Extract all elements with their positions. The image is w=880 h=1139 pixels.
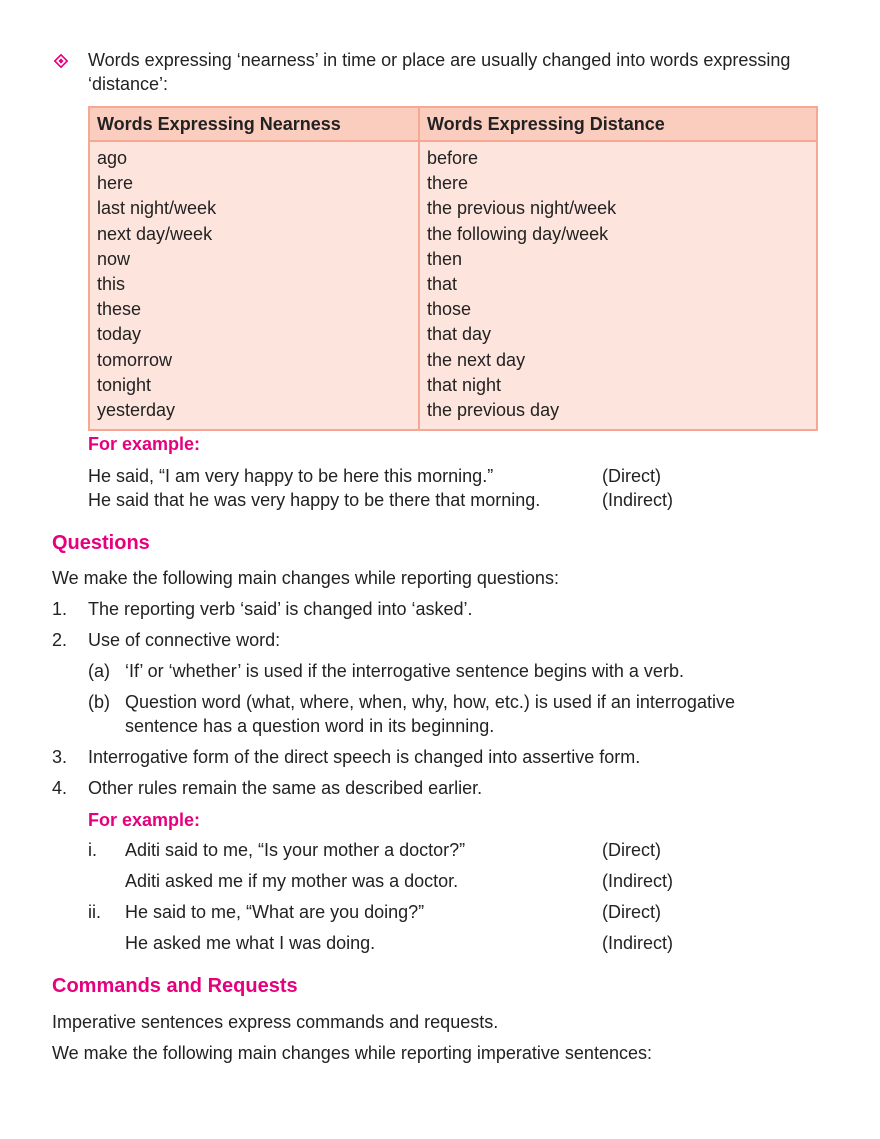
table-row: [89, 141, 817, 430]
example-number: ii.: [88, 902, 101, 922]
commands-line-2: We make the following main changes while reporting imperative sentences:: [52, 1043, 652, 1063]
list-item: these: [97, 299, 142, 320]
subitem-label: (b): [88, 692, 110, 712]
item-text: Interrogative form of the direct speech is changed into assertive form.: [88, 747, 641, 767]
list-item: the previous night/week: [427, 198, 617, 219]
list-item: that: [427, 273, 458, 294]
list-item: last night/week: [97, 198, 217, 219]
nearness-column: [89, 141, 419, 430]
list-item: then: [427, 248, 463, 269]
example-indirect-sentence: He said that he was very happy to be there that morning.: [88, 490, 541, 510]
example-indirect-sentence: He asked me what I was doing.: [125, 933, 376, 953]
questions-heading: Questions: [52, 532, 150, 554]
item-number: 2.: [52, 630, 68, 650]
example-direct-sentence: He said to me, “What are you doing?”: [125, 902, 425, 922]
list-item: tomorrow: [97, 349, 173, 370]
list-item: here: [97, 173, 134, 194]
example-direct-tag: (Direct): [602, 902, 661, 922]
list-item: that night: [427, 374, 502, 395]
questions-intro: We make the following main changes while reporting questions:: [52, 568, 559, 588]
example-direct-tag: (Direct): [602, 466, 661, 486]
item-text: Other rules remain the same as described earlier.: [88, 778, 483, 798]
item-number: 4.: [52, 778, 68, 798]
list-item: today: [97, 324, 142, 345]
commands-heading: Commands and Requests: [52, 975, 298, 997]
list-item: before: [427, 148, 479, 168]
example-indirect-sentence: Aditi asked me if my mother was a doctor.: [125, 871, 459, 891]
example-number: i.: [88, 840, 97, 860]
example-label: For example:: [88, 434, 201, 454]
nearness-distance-table: [88, 106, 818, 431]
item-number: 1.: [52, 599, 68, 619]
subitem-label: (a): [88, 661, 110, 681]
list-item: yesterday: [97, 399, 176, 420]
example-direct-sentence: Aditi said to me, “Is your mother a doctor?”: [125, 840, 466, 860]
subitem-text-line-1: Question word (what, where, when, why, how, etc.) is used if an interrogative: [125, 692, 735, 712]
subitem-text: ‘If’ or ‘whether’ is used if the interrogative sentence begins with a verb.: [125, 661, 684, 681]
list-item: next day/week: [97, 223, 213, 244]
item-text: The reporting verb ‘said’ is changed into ‘asked’.: [88, 599, 473, 619]
list-item: the following day/week: [427, 223, 609, 244]
example-direct-sentence: He said, “I am very happy to be here this morning.”: [88, 466, 494, 486]
item-number: 3.: [52, 747, 68, 767]
list-item: ago: [97, 148, 128, 168]
header-nearness: Words Expressing Nearness: [89, 107, 419, 141]
example-label: For example:: [88, 810, 201, 830]
list-item: there: [427, 173, 469, 194]
list-item: the next day: [427, 349, 526, 370]
intro-line-2: ‘distance’:: [88, 74, 169, 94]
list-item: tonight: [97, 374, 152, 395]
example-indirect-tag: (Indirect): [602, 933, 674, 953]
list-item: this: [97, 273, 126, 294]
table-header-row: [89, 107, 817, 141]
distance-column: [419, 141, 817, 430]
header-distance: Words Expressing Distance: [419, 107, 817, 141]
list-item: now: [97, 248, 131, 269]
subitem-text-line-2: sentence has a question word in its beginning.: [125, 716, 495, 736]
list-item: the previous day: [427, 399, 560, 420]
example-indirect-tag: (Indirect): [602, 490, 674, 510]
commands-line-1: Imperative sentences express commands and requests.: [52, 1012, 499, 1032]
list-item: that day: [427, 324, 492, 345]
example-indirect-tag: (Indirect): [602, 871, 674, 891]
example-direct-tag: (Direct): [602, 840, 661, 860]
diamond-bullet-icon: [54, 54, 68, 68]
intro-line-1: Words expressing ‘nearness’ in time or place are usually changed into words expressing: [88, 50, 791, 70]
item-text: Use of connective word:: [88, 630, 281, 650]
list-item: those: [427, 299, 472, 320]
